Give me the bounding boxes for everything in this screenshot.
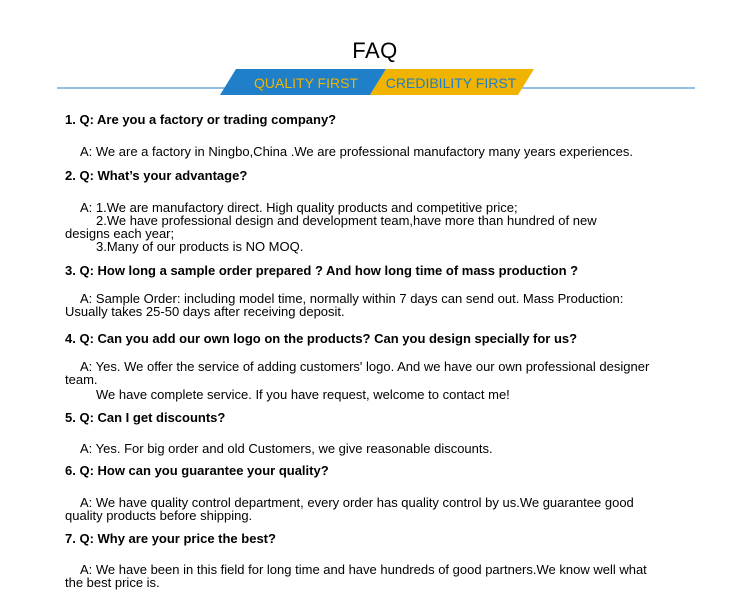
faq-item-5 (65, 410, 715, 455)
page-title: FAQ (352, 38, 398, 63)
banner-left-label: QUALITY FIRST (254, 75, 358, 91)
faq-question-5: 5. Q: Can I get discounts? (65, 410, 226, 425)
faq-answer-6 (65, 496, 715, 522)
faq-item-6 (65, 463, 715, 522)
faq-question-1: 1. Q: Are you a factory or trading company? (65, 112, 337, 127)
faq-answer-4 (65, 360, 715, 401)
faq-answer-3-line-1: A: Sample Order: including model time, normally within 7 days can send out. Mass Production: (80, 291, 624, 306)
faq-question-4: 4. Q: Can you add our own logo on the products? Can you design specially for us? (65, 331, 578, 346)
banner-right-label: CREDIBILITY FIRST (385, 75, 517, 91)
faq-answer-3 (65, 292, 715, 318)
faq-answer-2 (65, 201, 715, 253)
faq-answer-2-line-2: 2.We have professional design and development team,have more than hundred of new (96, 213, 597, 228)
faq-item-3 (65, 263, 715, 318)
faq-answer-3-line-2: Usually takes 25-50 days after receiving deposit. (65, 304, 345, 319)
faq-question-6: 6. Q: How can you guarantee your quality? (65, 463, 329, 478)
faq-item-4 (65, 331, 715, 401)
faq-item-7 (65, 531, 715, 589)
faq-answer-7 (65, 563, 715, 589)
faq-answer-2-line-1: A: 1.We are manufactory direct. High quality products and competitive price; (80, 200, 518, 215)
faq-question-2: 2. Q: What’s your advantage? (65, 168, 248, 183)
faq-question-7: 7. Q: Why are your price the best? (65, 531, 276, 546)
faq-answer-6-line-2: quality products before shipping. (65, 508, 253, 523)
faq-answer-7-line-2: the best price is. (65, 575, 160, 590)
faq-answer-4-line-2: team. (65, 372, 98, 387)
faq-item-2 (65, 168, 715, 253)
faq-answer-5-line-1: A: Yes. For big order and old Customers, we give reasonable discounts. (80, 441, 493, 456)
faq-answer-1-line-1: A: We are a factory in Ningbo,China .We are professional manufactory many years experiences. (80, 144, 634, 159)
faq-answer-7-line-1: A: We have been in this field for long time and have hundreds of good partners.We know well what (80, 562, 647, 577)
faq-answer-6-line-1: A: We have quality control department, every order has quality control by us.We guarantee good (80, 495, 634, 510)
faq-question-3: 3. Q: How long a sample order prepared ? And how long time of mass production ? (65, 263, 579, 278)
faq-answer-2-line-4: 3.Many of our products is NO MOQ. (96, 239, 304, 254)
faq-answer-5 (65, 442, 715, 455)
faq-answer-1 (65, 145, 715, 158)
faq-answer-4-line-3: We have complete service. If you have request, welcome to contact me! (96, 387, 510, 402)
banner (0, 66, 750, 96)
faq-item-1 (65, 112, 715, 158)
faq-answer-4-line-1: A: Yes. We offer the service of adding customers' logo. And we have our own professional designer (80, 359, 650, 374)
faq-answer-2-line-3: designs each year; (65, 226, 175, 241)
